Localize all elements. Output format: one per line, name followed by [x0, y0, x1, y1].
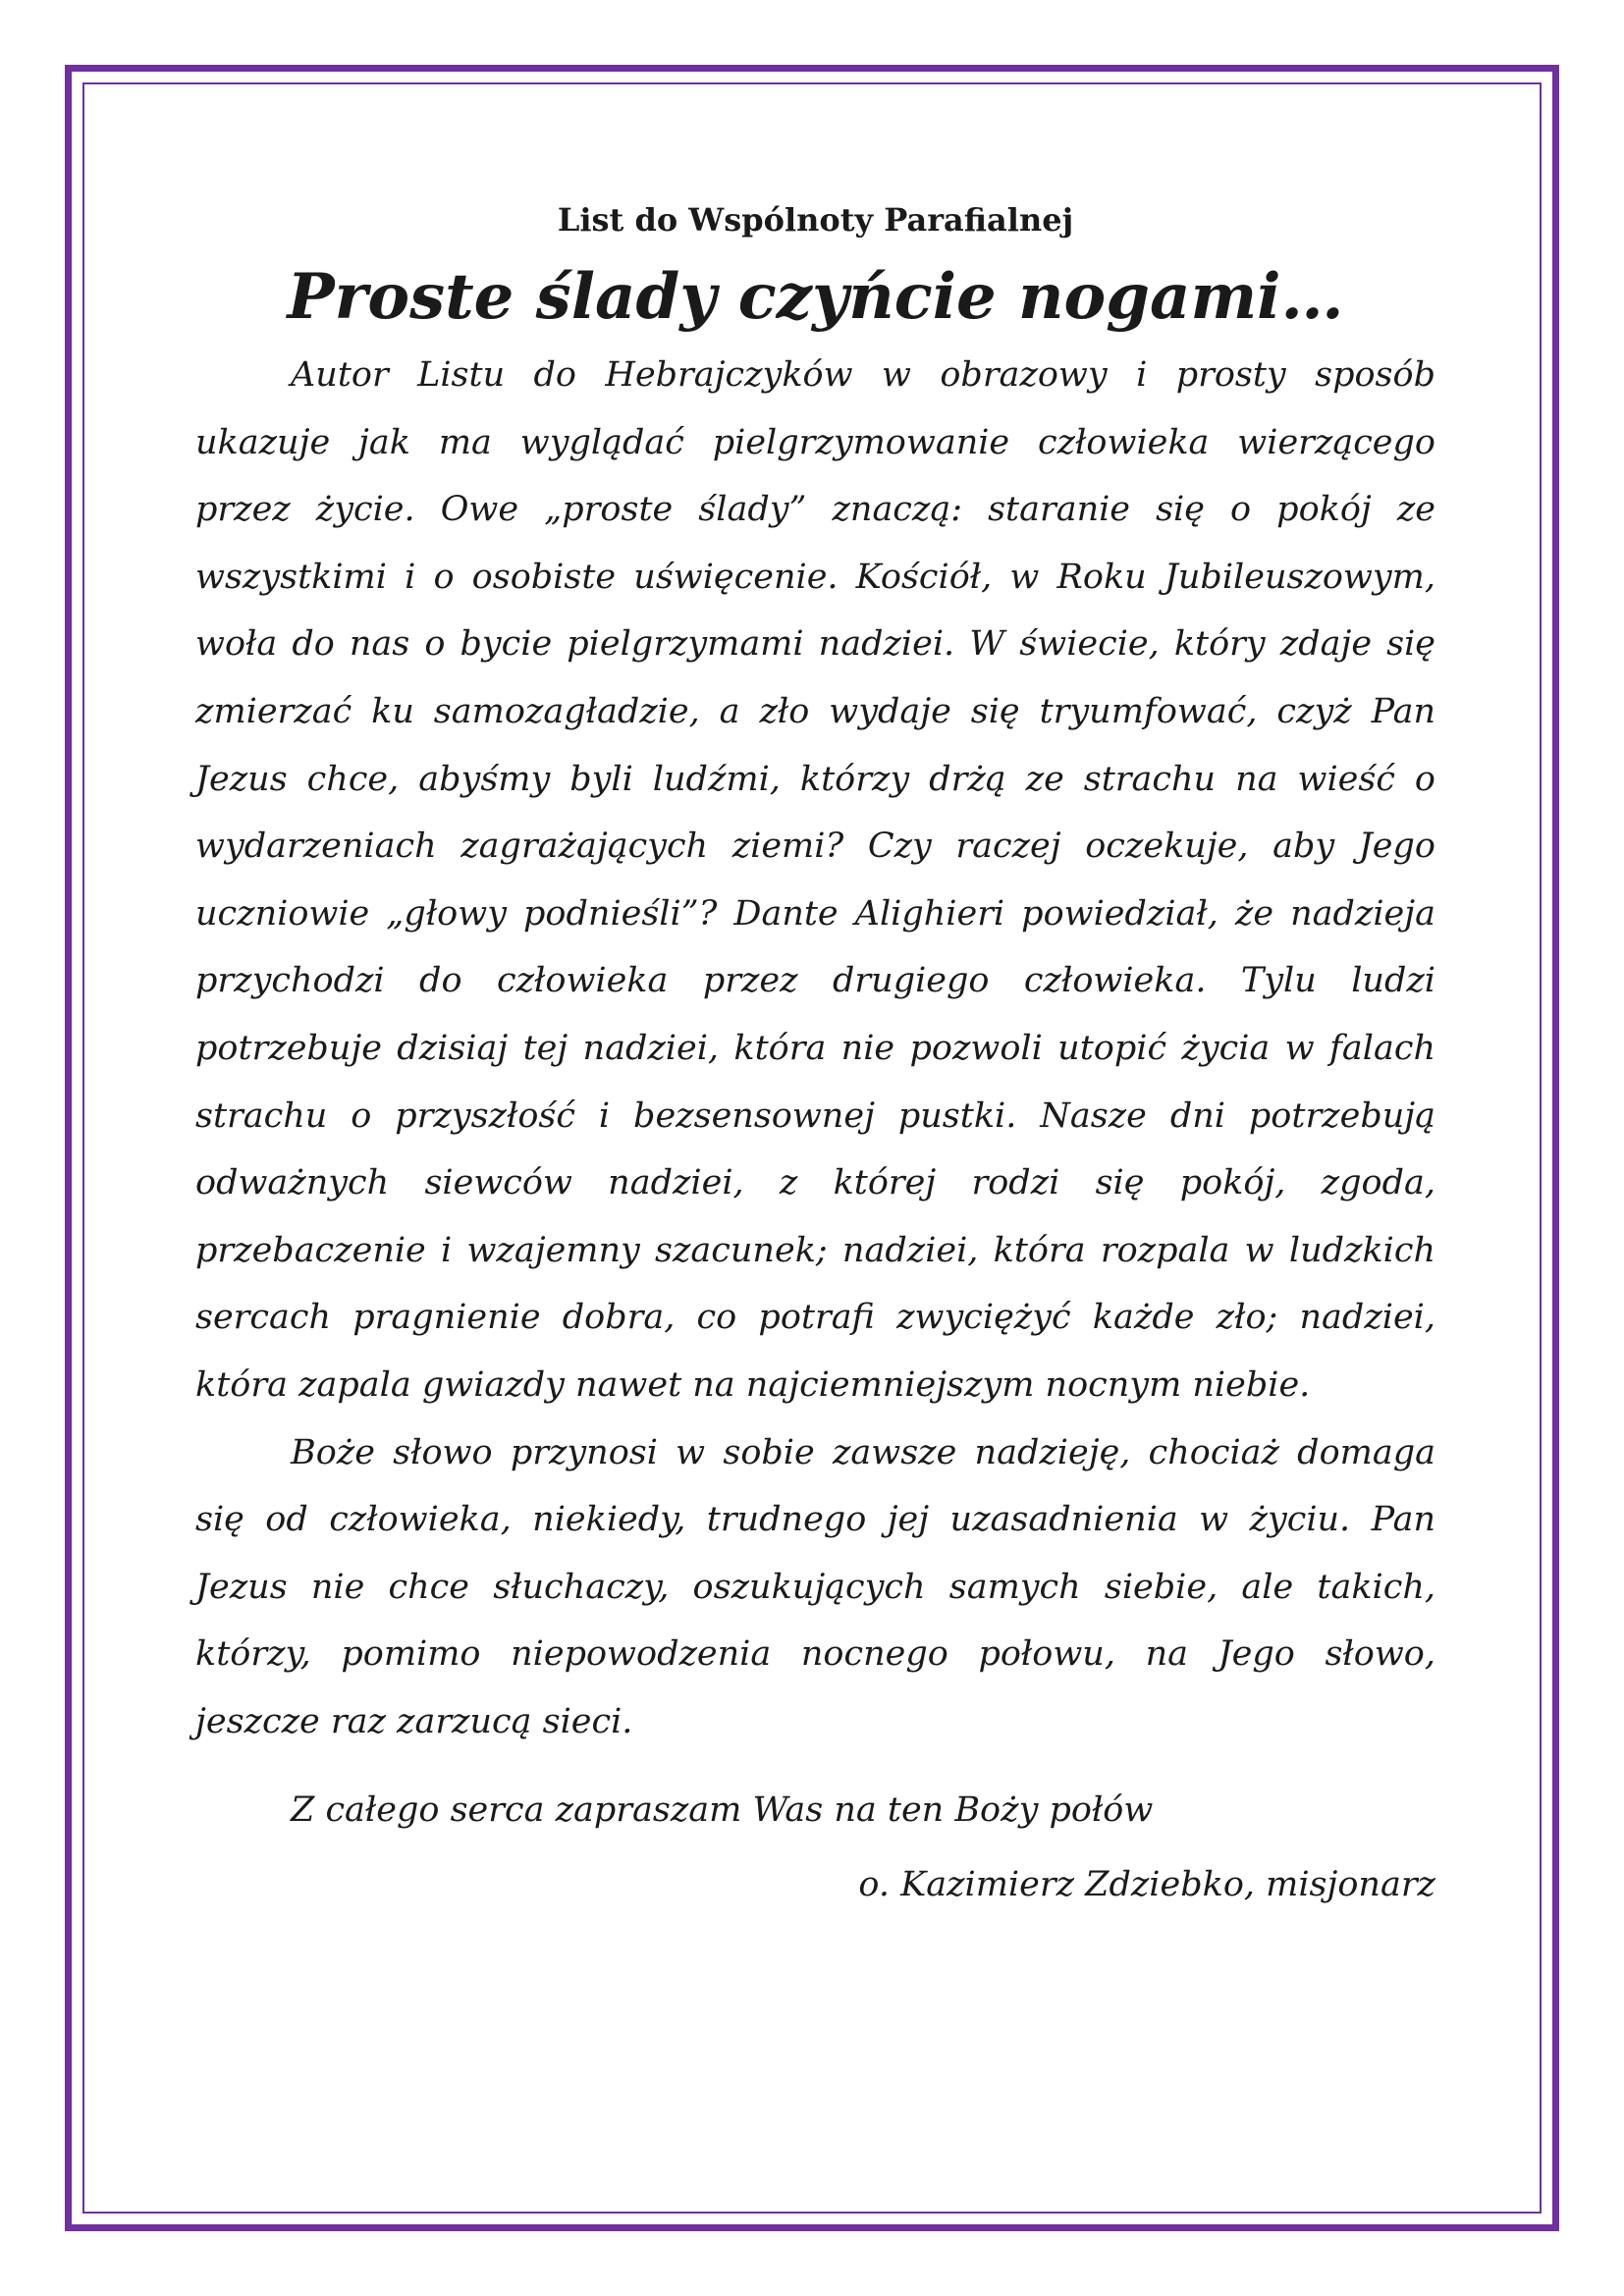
closing-line: Z całego serca zapraszam Was na ten Boży połów [291, 1790, 1154, 1831]
paragraph-1: Autor Listu do Hebrajczyków w obrazowy i prosty sposób ukazuje jak ma wyglądać pielgrzymowanie człowieka wierzącego przez życie. Owe „proste ślady” znaczą: staranie się o pokój ze wszystkimi i o osobiste uświęcenie. Kościół, w Roku Jubileuszowym, woła do nas o bycie pielgrzymami nadziei. W świecie, który zdaje się zmierzać ku samozagładzie, a zło wydaje się tryumfować, czyż Pan Jezus chce, abyśmy byli ludźmi, którzy drżą ze strachu na wieść o wydarzeniach zagrażających ziemi? Czy raczej oczekuje, aby Jego uczniowie „głowy podnieśli”? Dante Alighieri powiedział, że nadzieja przychodzi do człowieka przez drugiego człowieka. Tylu ludzi potrzebuje dzisiaj tej nadziei, która nie pozwoli utopić życia w falach strachu o przyszłość i bezsensownej pustki. Nasze dni potrzebują odważnych siewców nadziei, z której rodzi się pokój, zgoda, przebaczenie i wzajemny szacunek; nadziei, która rozpala w ludzkich sercach pragnienie dobra, co potrafi zwyciężyć każde zło; nadziei, która zapala gwiazdy nawet na najciemniejszym nocnym niebie. [195, 355, 1435, 1405]
letter-body [195, 187, 1435, 1918]
paragraph-2: Boże słowo przynosi w sobie zawsze nadzieję, chociaż domaga się od człowieka, niekiedy, trudnego jej uzasadnienia w życiu. Pan Jezus nie chce słuchaczy, oszukujących samych siebie, ale takich, którzy, pomimo niepowodzenia nocnego połowu, na Jego słowo, jeszcze raz zarzucą sieci. [195, 1432, 1435, 1741]
signature: o. Kazimierz Zdziebko, misjonarz [858, 1865, 1435, 1905]
letter-heading: List do Wspólnoty Parafialnej [557, 201, 1074, 239]
letter-title: Proste ślady czyńcie nogami… [287, 260, 1344, 334]
